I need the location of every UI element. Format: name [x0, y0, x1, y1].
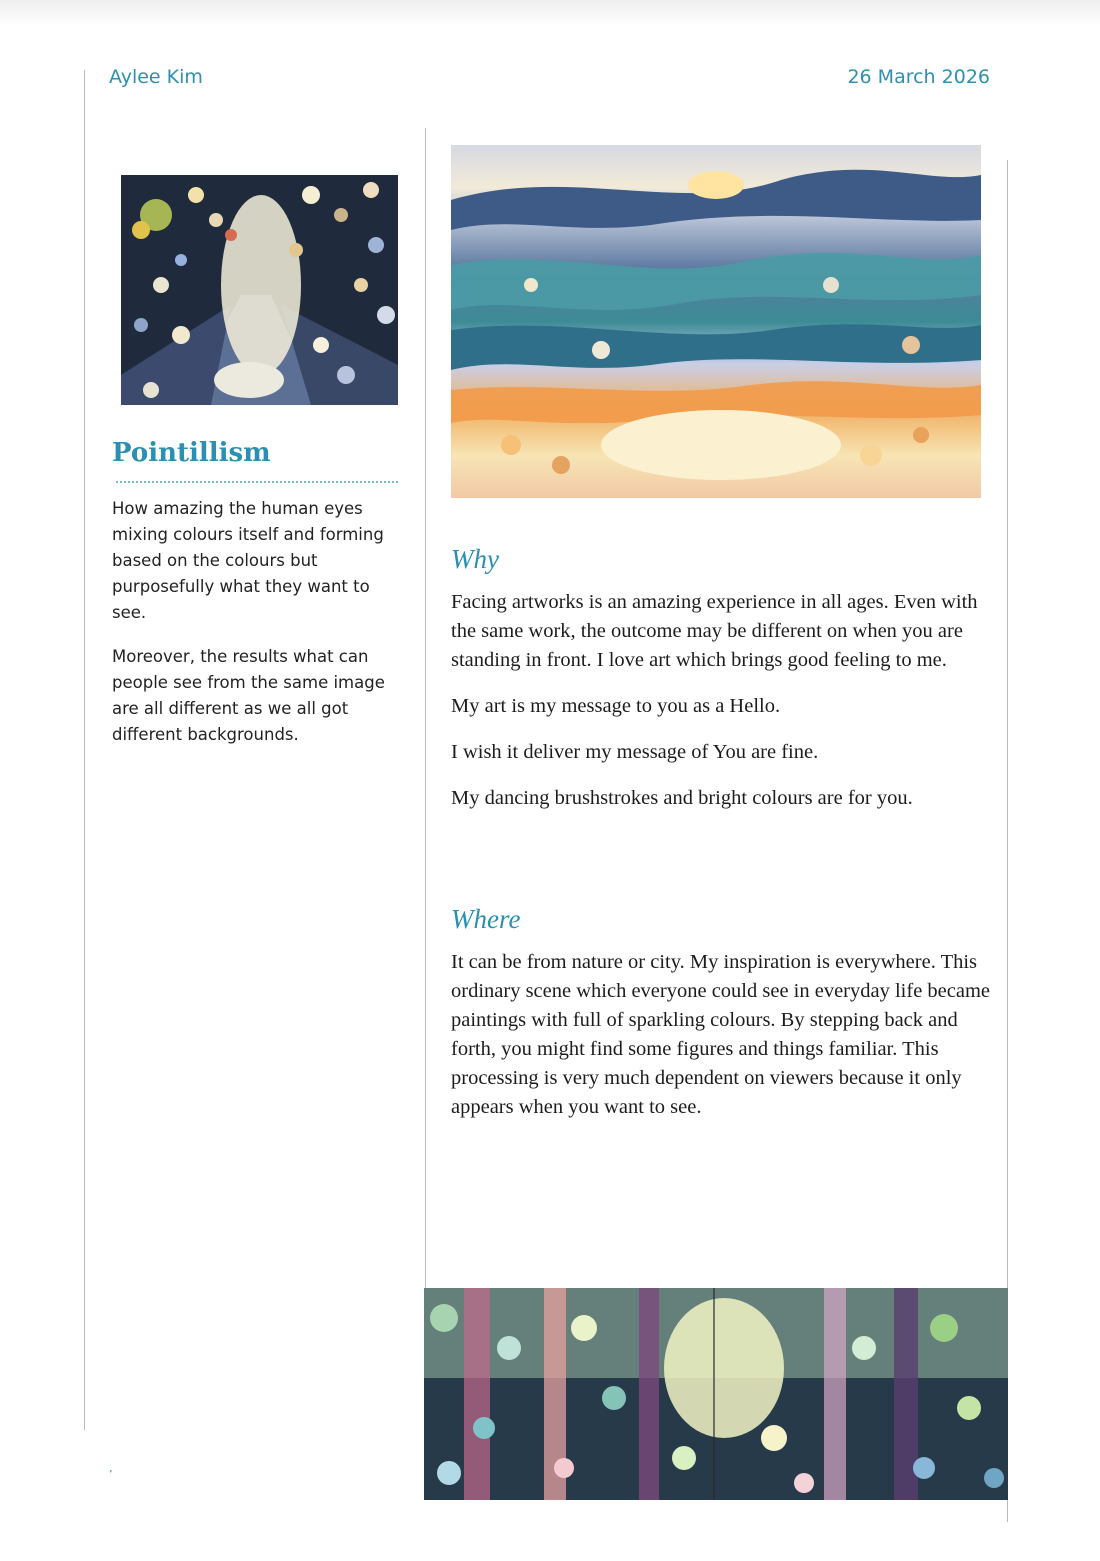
why-heading: Why: [451, 544, 499, 574]
column-divider-rule: [425, 128, 426, 1290]
why-paragraph: Facing artworks is an amazing experience in all ages. Even with the same work, the outcome may be different on when you are standing in front. I love art which brings good feeling to me.: [451, 591, 978, 671]
sunset-sea-painting: [451, 145, 981, 498]
where-paragraph: It can be from nature or city. My inspiration is everywhere. This ordinary scene which everyone could see in everyday life became paintings with full of sparkling colours. By stepping back and forth, you might find some figures and things familiar. This processing is very much dependent on viewers because it only appears when you want to see.: [451, 951, 991, 1118]
forest-bokeh-diptych-painting: [424, 1288, 1008, 1500]
sidebar-paragraph: How amazing the human eyes mixing colours itself and forming based on the colours but purposefully what they want to see.: [112, 499, 384, 622]
document-date: 26 March 2026: [847, 66, 990, 88]
left-margin-rule: [84, 70, 85, 1430]
title-dotted-rule: [116, 481, 398, 483]
where-text: [451, 948, 991, 1139]
pointillism-title: Pointillism: [112, 438, 271, 468]
sidebar-paragraph: Moreover, the results what can people see from the same image are all different as we all got different backgrounds.: [112, 647, 385, 744]
author-name: Aylee Kim: [109, 66, 203, 88]
why-text: [451, 588, 991, 830]
top-shadow-bar: [0, 0, 1100, 26]
why-paragraph: My dancing brushstrokes and bright colours are for you.: [451, 787, 913, 809]
forest-light-painting: [121, 175, 398, 405]
where-heading: Where: [451, 904, 521, 934]
why-paragraph: I wish it deliver my message of You are fine.: [451, 741, 819, 763]
why-paragraph: My art is my message to you as a Hello.: [451, 695, 781, 717]
page-corner-mark: ʼ: [109, 1468, 113, 1481]
sidebar-text: [112, 496, 400, 766]
